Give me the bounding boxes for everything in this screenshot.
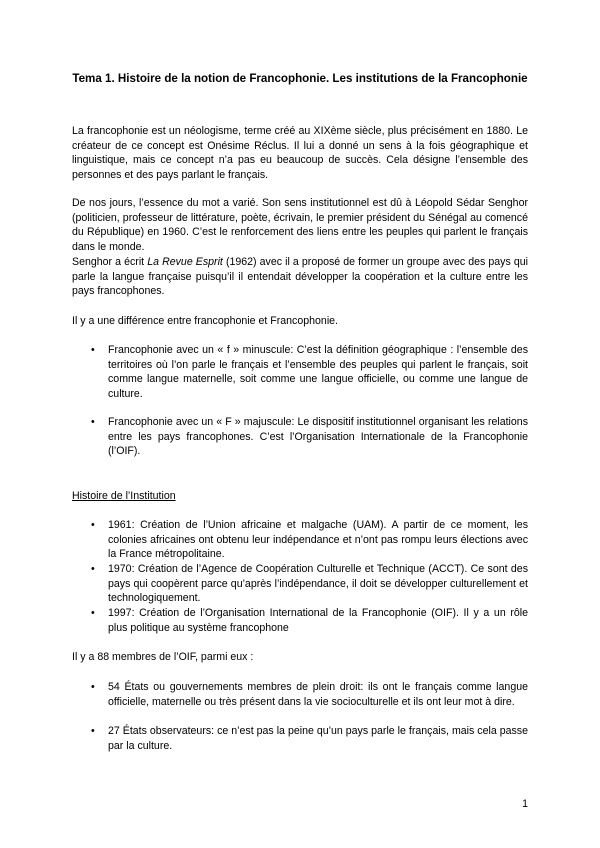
revue-text-before: Senghor a écrit (72, 256, 148, 268)
revue-text-after: (1962) avec il a proposé de former un groupe avec des pays qui parle la langue française puisqu’il il entendait développer la coopération et la culture entre les pays francophones. (72, 256, 528, 298)
list-item-f-minuscule: • Francophonie avec un « f » minuscule: C’est la définition géographique : l’ensemble des territoires où l’on parle le français et l’ensemble des peuples qui parlent le français, soit comme langue maternelle, soit comme une langue officielle, ou comme une langue de culture. (108, 343, 528, 401)
list-item-member-states: • 54 États ou gouvernements membres de plein droit: ils ont le français comme langue officielle, maternelle ou très présent dans la vie socioculturelle et ils ont leur mot à dire. (108, 680, 528, 709)
page-number: 1 (522, 798, 528, 810)
paragraph-revue-esprit (72, 255, 528, 299)
list-item-1970: • 1970: Création de l’Agence de Coopération Culturelle et Technique (ACCT). Ce sont des pays qui coopèrent parce qu’après l’indépendance, il doit se développer culturellement et technologiquement. (108, 562, 528, 606)
paragraph-members-intro: Il y a 88 membres de l’OIF, parmi eux : (72, 651, 254, 663)
revue-title: La Revue Esprit (147, 256, 223, 268)
paragraph-origin: La francophonie est un néologisme, terme créé au XIXème siècle, plus précisément en 1880. Le créateur de ce concept est Onésime Réclus. Il lui a donné un sens à la fois géographique et linguistique, mais ce concept n’a pas eu beaucoup de succès. Cela désigne l’ensemble des personnes et des pays parlant le français. (72, 125, 528, 181)
history-heading: Histoire de l’Institution (72, 490, 176, 502)
list-item-observer-states: • 27 États observateurs: ce n’est pas la peine qu’un pays parle le français, mais cela passe par la culture. (108, 724, 528, 753)
paragraph-senghor: De nos jours, l’essence du mot a varié. Son sens institutionnel est dû à Léopold Sédar Senghor (politicien, professeur de littérature, poète, écrivain, le premier président du Sénégal au comencé du République) en 1960. C’est le renforcement des liens entre les peuples qui parlent le français dans le monde. (72, 197, 528, 253)
page-title: Tema 1. Histoire de la notion de Francophonie. Les institutions de la Francophonie (72, 72, 528, 85)
list-item-1961: • 1961: Création de l’Union africaine et malgache (UAM). A partir de ce moment, les colonies africaines ont obtenu leur indépendance et n’ont pas rompu leurs élections avec la France métropolitaine. (108, 518, 528, 562)
list-item-1997: • 1997: Création de l’Organisation International de la Francophonie (OIF). Il y a un rôle plus politique au système francophone (108, 606, 528, 635)
paragraph-difference: Il y a une différence entre francophonie et Francophonie. (72, 315, 339, 327)
list-item-f-majuscule: • Francophonie avec un « F » majuscule: Le dispositif institutionnel organisant les relations entre les pays francophones. C’est l’Organisation Internationale de la Francophonie (l’OIF). (108, 415, 528, 459)
